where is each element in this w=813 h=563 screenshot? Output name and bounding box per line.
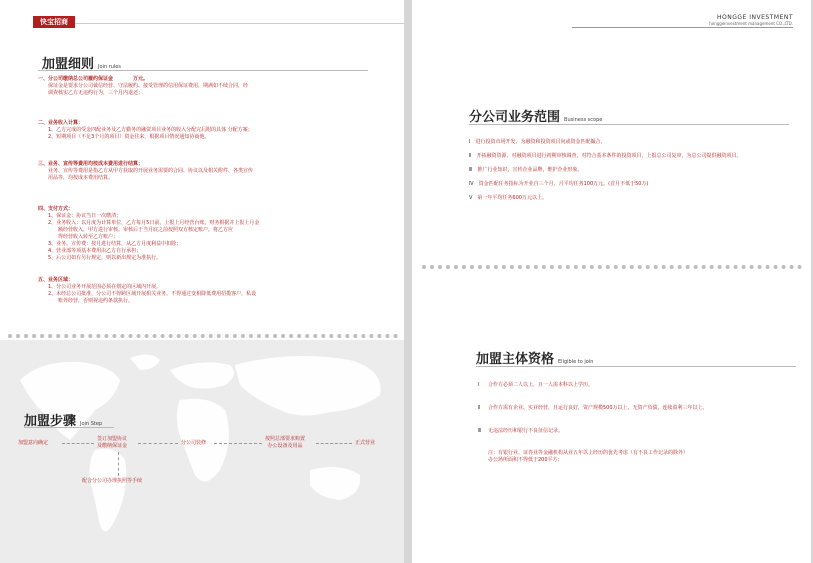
step-license: 配合分公司办理执照等手续 [82,478,143,484]
eligibility-title-rule [476,366,796,367]
scope-title: 分公司业务范围 Business scope [469,110,603,125]
step-connector [138,443,178,444]
step-connector [62,443,94,444]
eligibility-item: Ⅲ 无违法经历和银行不良征信记录。 [478,428,564,434]
rules-section-3: 三、业务、宣传等费用均按成本费用进行结算； 业务、宣传等费用是指乙方从甲方获取的开展业务需要的合同、协议以及相关附件、各类宣传 用品等，均按成本费用结算。 [38,161,254,181]
rules-section-5: 五、业务区域： 1、分公司业务开展范围必须在划定的区域内开展。 2、未经总公司批准，分公司不得跨区域开展相关业务，不得通过变相降低费用招揽客户，私设 账外经营，否则视违约条款执行。 [38,277,257,304]
scope-item: Ⅲ 推广行业知识，宣传企业品牌，维护企业形象。 [469,167,583,173]
steps-title-rule [24,427,114,428]
header-rule [75,23,404,24]
step-decoration: 分公司装修 [181,440,207,446]
rules-section-1: 一、分公司缴纳总公司履约保证金 万元。 保证金是要求分公司诚信经营、守法履约、接受管理的信用保证费用，期满如不续合同，经 调查核实乙方无违约行为，三个月内退还； [38,76,249,96]
scope-item: Ⅳ 资金匹配任务指标为开业自三个月，月平均任务100万元。(首月不低于50万) [469,181,649,187]
scope-item: Ⅴ 第一年平均任务600万元以上。 [469,195,547,201]
rules-section-4: 四、支付方式： 1、保证金：协议当日一次缴清； 2、业务收入：以月度为计算单位，乙方每月5日前，上报上月经营台账。财务根据并上报上月金 额经营收入，甲方进行审核。审核后于当月底之前按照双方核定账户，将乙方应 得经营收入转至乙方账户； 3、业务、宣传费：按月进行结算，从乙方月度利益中扣除； 4、营业部等项基本费用由乙方自行承担； 5、后公司如有另行规定，则以新出规定为准执行。 [38,206,260,261]
header-rule [572,27,793,28]
eligibility-item: Ⅰ 合作方必须二人以上，且一人需本科以上学历。 [478,382,594,388]
step-open-business: 正式营业 [355,440,376,446]
step-connector-vertical [118,452,119,476]
step-sign-agreement: 签订加盟协议 及缴纳保证金 [97,436,128,449]
eligibility-note: 注：有银行业、证券业等金融机构从业五年以上经历的优先考虑（有不良工作记录的除外） 办公场所面积不得低于200平方； [488,450,689,463]
step-purchase-equipment: 按照总部要求购置 办公设备及用品 [265,436,306,449]
scope-item: Ⅰ 进行投资市场开发，为融资和投资项目向或资金匹配撮合。 [469,139,606,145]
company-logo: 快宝招商 [33,16,75,28]
page-divider-dots [8,334,398,338]
scope-item: Ⅱ 开拓融资资源，对融资项目进行初期审核调查，对符合基本条件的投资项目，上报总公司复审，为总公司提供融资项目。 [469,153,742,159]
eligibility-title: 加盟主体资格 Eligible to join [476,352,594,367]
step-connector [316,443,352,444]
rules-title-rule [38,70,368,71]
scope-title-rule [469,124,789,125]
steps-title: 加盟步骤 Join Step [24,414,103,429]
world-map-background [0,340,404,563]
right-page [412,0,811,563]
rules-title: 加盟细则 Join rules [42,57,121,72]
scope-list [469,135,799,205]
step-intent: 加盟意向确定 [18,440,49,446]
left-page [0,0,404,563]
step-connector [214,443,262,444]
world-map-icon [0,340,404,563]
brand-header: HONGGE INVESTMENT honggeinvestment management CO.,LTD. [709,14,793,26]
rules-section-2: 二、业务收入计算： 1、乙方完成的受金四配业务及乙方勤务的融资项目业务的收入分配完后附的具体 分配方案； 2、短期项目（不足3个月的项目）资金往来，根据项目情况通知协商他。 [38,120,253,140]
page-divider-dots [422,265,802,269]
eligibility-item: Ⅱ 合作方需有企业、实业经营，且运行良好，资产规模500万以上，无资产负债，连续盈利三年以上。 [478,405,708,411]
